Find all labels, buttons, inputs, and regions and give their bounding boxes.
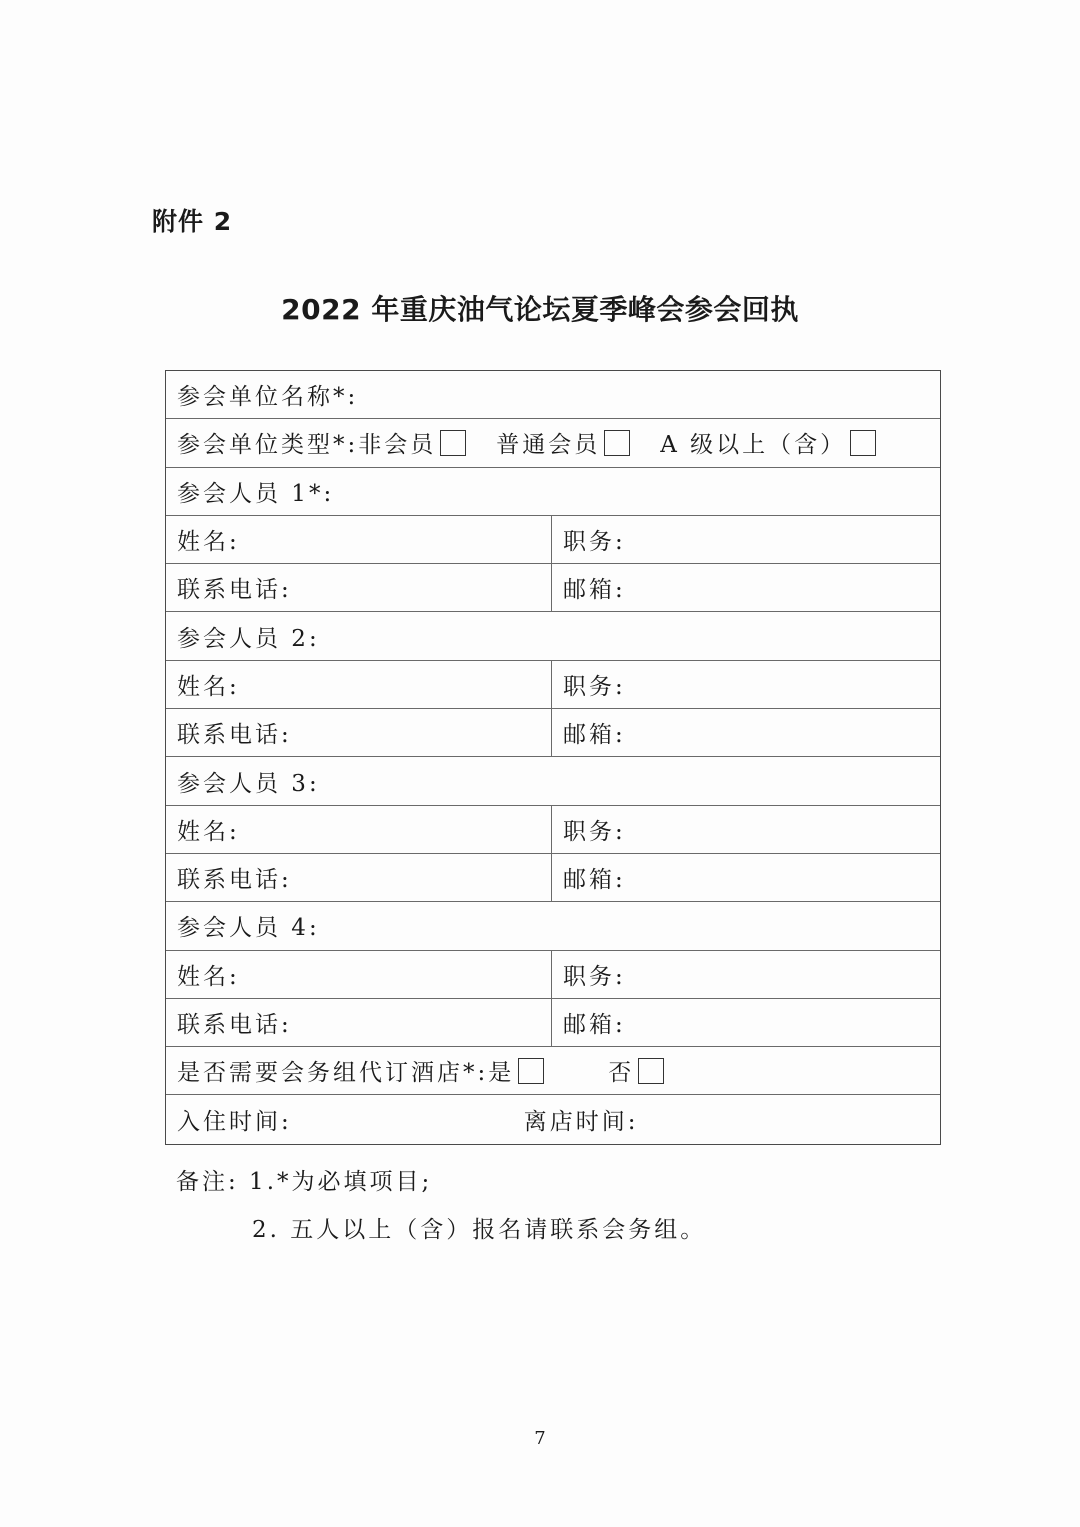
email-label: 邮箱: (563, 1012, 626, 1038)
non-member-checkbox[interactable] (440, 430, 466, 456)
attendee-1-position-field[interactable] (552, 516, 940, 563)
registration-form (165, 370, 941, 1145)
unit-type-label: 参会单位类型*: (177, 432, 359, 459)
attendee-4-phone-field[interactable] (166, 999, 552, 1046)
option-a-level-label: A 级以上（含） (660, 432, 847, 459)
phone-label: 联系电话: (177, 867, 292, 894)
position-label: 职务: (563, 529, 626, 556)
attendee-1-header-row (166, 468, 940, 516)
attendee-1-email-field[interactable] (552, 564, 940, 611)
attendee-4-header: 参会人员 4: (177, 915, 320, 942)
hotel-yes-checkbox[interactable] (518, 1058, 544, 1084)
notes (176, 1158, 706, 1254)
unit-name-field[interactable] (166, 371, 940, 418)
phone-label: 联系电话: (177, 1012, 292, 1038)
page-number: 7 (534, 1428, 546, 1449)
name-label: 姓名: (177, 673, 240, 700)
option-regular-member-label: 普通会员 (496, 432, 601, 459)
stay-dates-row (166, 1095, 940, 1143)
attendee-3-email-field[interactable] (552, 854, 940, 901)
unit-type-row (166, 419, 940, 467)
attendee-2-name-row (166, 661, 940, 709)
position-label: 职务: (563, 963, 626, 990)
note-line-1: 备注: 1.*为必填项目; (176, 1169, 433, 1195)
hotel-row (166, 1047, 940, 1095)
note-line-2: 2. 五人以上（含）报名请联系会务组。 (252, 1217, 707, 1243)
attendee-3-phone-field[interactable] (166, 854, 552, 901)
attendee-3-name-row (166, 806, 940, 854)
email-label: 邮箱: (563, 867, 626, 894)
attendee-2-position-field[interactable] (552, 661, 940, 708)
attendee-2-name-field[interactable] (166, 661, 552, 708)
checkin-field[interactable]: 入住时间: (177, 1109, 292, 1136)
attendee-3-header-row (166, 757, 940, 805)
attendee-4-header-row (166, 902, 940, 950)
unit-name-label: 参会单位名称*: (177, 384, 359, 411)
checkout-field[interactable]: 离店时间: (523, 1109, 639, 1136)
hotel-option-yes (488, 1054, 544, 1087)
attendee-1-contact-row (166, 564, 940, 612)
option-non-member (358, 426, 466, 459)
name-label: 姓名: (177, 818, 240, 845)
attendee-2-header-row (166, 612, 940, 660)
attendee-3-contact-row (166, 854, 940, 902)
attendee-2-phone-field[interactable] (166, 709, 552, 756)
attendee-2-header: 参会人员 2: (177, 625, 320, 652)
option-regular-member (496, 426, 630, 459)
attendee-2-contact-row (166, 709, 940, 757)
hotel-option-no (608, 1054, 664, 1087)
document-title: 2022 年重庆油气论坛夏季峰会参会回执 (281, 293, 799, 326)
phone-label: 联系电话: (177, 577, 292, 604)
option-a-level (660, 426, 876, 459)
name-label: 姓名: (177, 963, 240, 990)
attendee-1-phone-field[interactable] (166, 564, 552, 611)
attachment-label: 附件 2 (152, 207, 233, 236)
attendee-4-contact-row (166, 999, 940, 1047)
position-label: 职务: (563, 818, 626, 845)
attendee-3-header: 参会人员 3: (177, 770, 320, 797)
attendee-1-name-field[interactable] (166, 516, 552, 563)
attendee-3-position-field[interactable] (552, 806, 940, 853)
a-level-checkbox[interactable] (850, 430, 876, 456)
hotel-label: 是否需要会务组代订酒店*: (177, 1060, 489, 1087)
attendee-2-email-field[interactable] (552, 709, 940, 756)
hotel-no-checkbox[interactable] (638, 1058, 664, 1084)
attendee-3-name-field[interactable] (166, 806, 552, 853)
attendee-4-name-field[interactable] (166, 951, 552, 998)
option-non-member-label: 非会员 (358, 432, 437, 459)
attendee-1-name-row (166, 516, 940, 564)
phone-label: 联系电话: (177, 722, 292, 749)
email-label: 邮箱: (563, 722, 626, 749)
hotel-no-label: 否 (608, 1060, 635, 1087)
attendee-1-header: 参会人员 1*: (177, 480, 335, 507)
unit-name-row (166, 371, 940, 419)
regular-member-checkbox[interactable] (604, 430, 630, 456)
position-label: 职务: (563, 673, 626, 700)
email-label: 邮箱: (563, 577, 626, 604)
attendee-4-email-field[interactable] (552, 999, 940, 1046)
name-label: 姓名: (177, 529, 240, 556)
hotel-yes-label: 是 (488, 1060, 515, 1087)
attendee-4-position-field[interactable] (552, 951, 940, 998)
attendee-4-name-row (166, 951, 940, 999)
